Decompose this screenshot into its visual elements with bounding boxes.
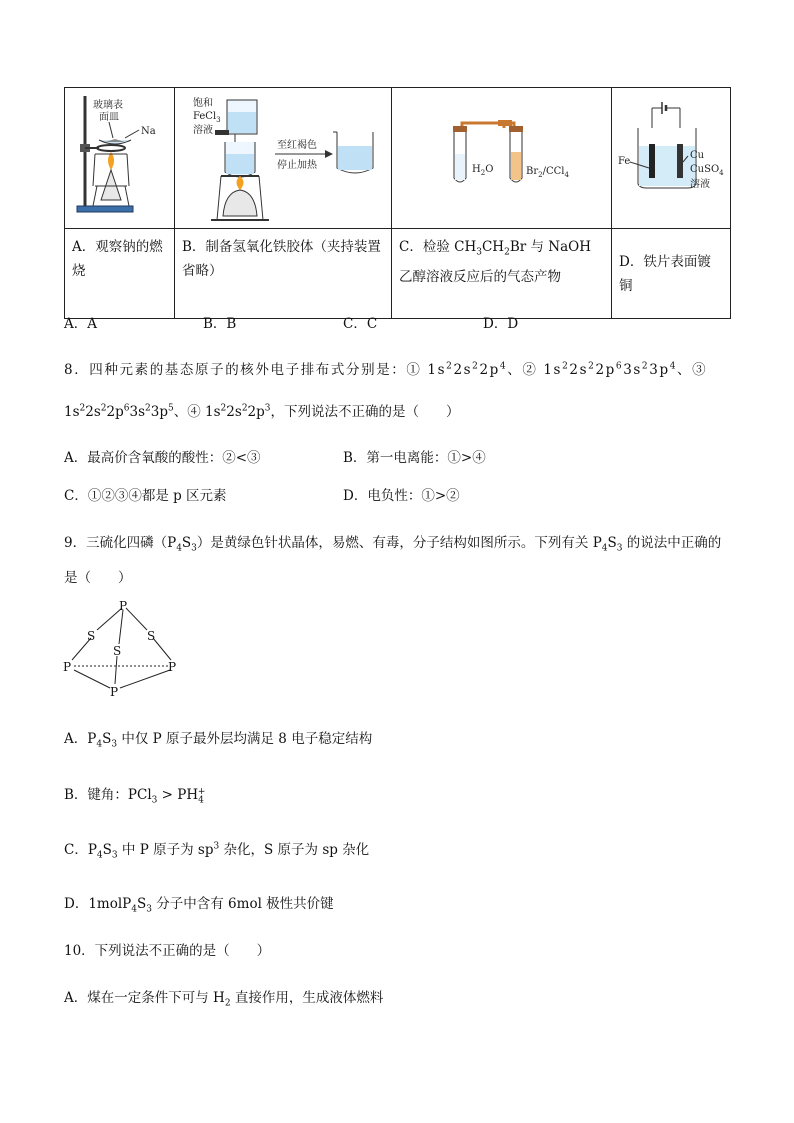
label-fecl3-sub: 3: [216, 116, 221, 124]
q9-option-a: A．$P_4S_3$ 中仅 P 原子最外层均满足 8 电子稳定结构: [64, 731, 373, 750]
svg-text:H2O: [472, 164, 493, 177]
atom-s-center: S: [113, 644, 122, 658]
figure-c-gas-test: [392, 88, 612, 228]
label-h2o-sub: 2: [480, 169, 486, 177]
label-cuso4-sub: 4: [719, 169, 724, 177]
label-cuso4: CuSO: [690, 164, 720, 175]
figure-b-colloid-preparation: [175, 88, 392, 228]
q8-option-d: D．电负性：①>②: [343, 488, 460, 504]
caption-d: D．铁片表面镀铜: [612, 229, 731, 319]
q9-stem-line1: 9．三硫化四磷$(P_4S_3)$是黄绿色针状晶体，易燃、有毒，分子结构如图所示。下列有关 $P_4S_3$ 的说法中正确的: [64, 535, 722, 554]
caption-c: C．检验 $CH_3CH_2Br$ 与 NaOH 乙醇溶液反应后的气态产物: [392, 229, 612, 319]
svg-text:FeCl3: [193, 111, 221, 124]
q8-stem-line1: 8．四种元素的基态原子的核外电子排布式分别是：① $1s^22s^22p^4$、② $1s^22s^22p^63s^23p^4$、③: [64, 361, 708, 378]
figure-d-copper-plating: [612, 88, 731, 228]
experiment-table: [64, 87, 731, 319]
label-br2-tail: /CCl: [542, 166, 565, 177]
q8-option-b: B．第一电离能：①>④: [343, 450, 486, 466]
atom-p-top: P: [119, 599, 128, 613]
q8-stem-line2: $1s^22s^22p^63s^23p^5$、④ $1s^22s^22p^3$，下列说法不正确的是（ ）: [64, 403, 460, 420]
label-fe: Fe: [618, 156, 631, 167]
label-fecl3: FeCl: [193, 111, 217, 122]
q7-option-d: D．D: [483, 316, 519, 332]
atom-s-left: S: [87, 629, 96, 643]
label-solution-d: 溶液: [690, 179, 710, 190]
q8-option-a: A．最高价含氧酸的酸性：②<③: [64, 450, 261, 466]
q9-option-b: B．键角：$PCl_3 > PH_4^+$: [64, 786, 206, 806]
figure-b-cell: [175, 88, 392, 229]
q7-option-c: C．C: [343, 316, 378, 332]
p4s3-structure-diagram: [60, 596, 190, 700]
label-saturated: 饱和: [193, 98, 213, 109]
label-h2o: H: [472, 164, 481, 175]
label-glass-1: 玻璃表: [93, 100, 123, 111]
figure-a-sodium-burning: [65, 88, 175, 228]
label-h2o-tail: O: [485, 164, 494, 175]
label-arrow-top: 至红褐色: [277, 140, 317, 151]
atom-p-right: P: [168, 660, 177, 674]
label-arrow-bottom: 停止加热: [277, 160, 317, 171]
q8-option-c: C．①②③④都是 p 区元素: [64, 488, 227, 504]
caption-b: B．制备氢氧化铁胶体（夹持装置省略）: [175, 229, 392, 319]
q9-option-c: C．$P_4S_3$ 中 P 原子为 $sp^3$ 杂化，S 原子为 sp 杂化: [64, 841, 370, 861]
label-na: Na: [141, 126, 156, 137]
figure-d-cell: [612, 88, 731, 229]
label-ccl4-sub: 4: [564, 171, 569, 179]
label-cu: Cu: [690, 150, 705, 161]
caption-a: A．观察钠的燃烧: [65, 229, 175, 319]
q7-option-b: B．B: [203, 316, 237, 332]
q7-option-a: A．A: [64, 316, 97, 332]
label-br2: Br: [526, 166, 539, 177]
atom-s-right: S: [147, 629, 156, 643]
q9-option-d: D．$1molP_4S_3$ 分子中含有 6mol 极性共价键: [64, 896, 334, 915]
figure-a-cell: [65, 88, 175, 229]
q10-stem: 10．下列说法不正确的是（ ）: [64, 943, 271, 959]
svg-text:Br2/CCl4: [526, 166, 569, 179]
label-glass-2: 面皿: [99, 112, 119, 123]
q9-stem-line2: 是（ ）: [64, 570, 132, 586]
label-br2-sub: 2: [538, 171, 543, 179]
figure-c-cell: [392, 88, 612, 229]
atom-p-left: P: [63, 660, 72, 674]
atom-p-bottom: P: [110, 685, 119, 699]
label-solution-b: 溶液: [193, 125, 213, 136]
q10-option-a: A．煤在一定条件下可与 $H_2$ 直接作用，生成液体燃料: [64, 990, 384, 1009]
